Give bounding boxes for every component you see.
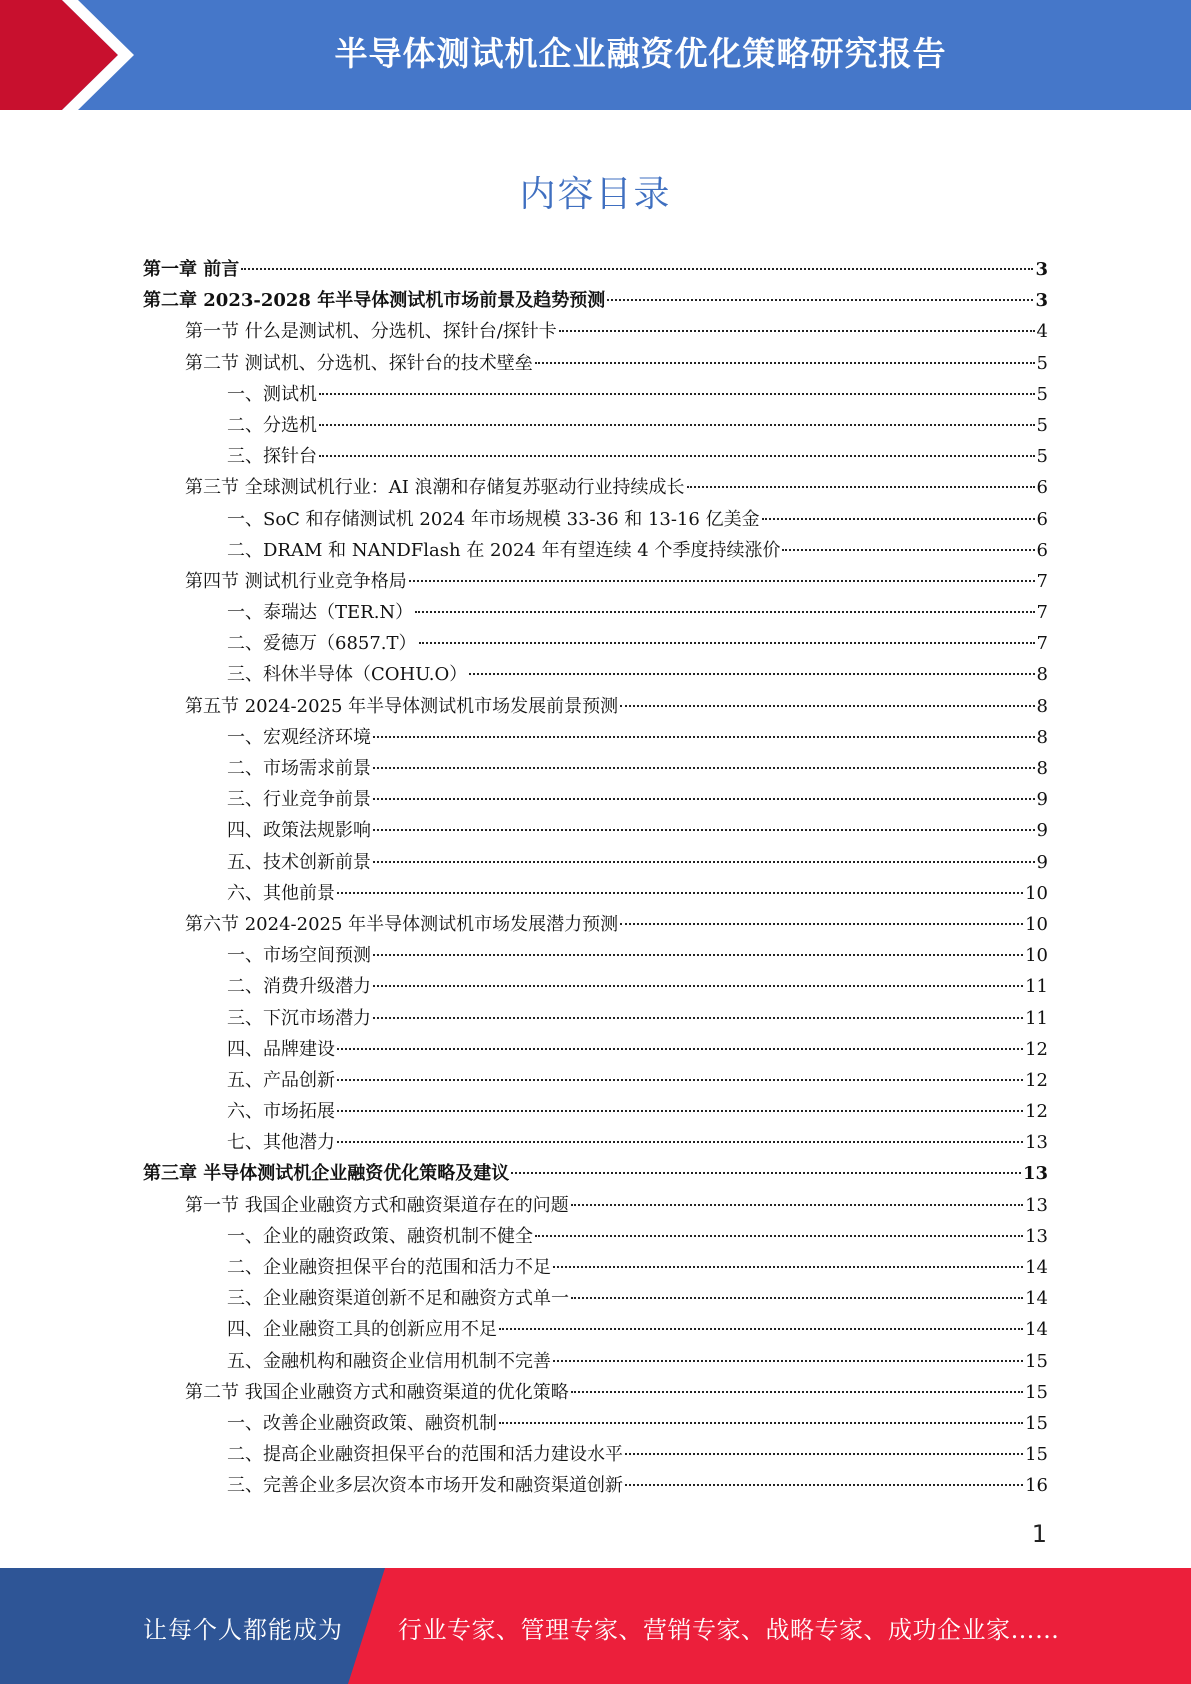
report-title: 半导体测试机企业融资优化策略研究报告 <box>334 34 947 73</box>
dot-leader <box>373 736 1035 738</box>
toc-entry[interactable] <box>143 1158 1048 1189</box>
toc-entry[interactable] <box>143 1034 1048 1065</box>
toc-entry-text: 一、改善企业融资政策、融资机制 <box>227 1412 497 1434</box>
toc-entry[interactable] <box>143 1003 1048 1034</box>
dot-leader <box>625 1453 1023 1455</box>
dot-leader <box>499 1422 1023 1424</box>
header-banner <box>0 0 1191 110</box>
dot-leader <box>373 985 1023 987</box>
toc-entry-text: 第一章 前言 <box>143 259 240 280</box>
toc-entry-page: 11 <box>1025 976 1048 998</box>
toc-entry-text: 第三节 全球测试机行业：AI 浪潮和存储复苏驱动行业持续成长 <box>185 477 685 499</box>
dot-leader <box>319 455 1035 457</box>
dot-leader <box>337 892 1023 894</box>
toc-entry-page: 15 <box>1025 1381 1048 1403</box>
toc-entry[interactable] <box>143 1470 1048 1501</box>
toc-entry-page: 13 <box>1025 1194 1048 1216</box>
toc-entry-page: 9 <box>1036 789 1048 811</box>
toc-entry[interactable] <box>143 784 1048 815</box>
toc-entry[interactable] <box>143 691 1048 722</box>
toc-entry[interactable] <box>143 504 1048 535</box>
toc-entry-page: 5 <box>1036 383 1048 405</box>
toc-entry-text: 二、DRAM 和 NANDFlash 在 2024 年有望连续 4 个季度持续涨价 <box>227 539 781 561</box>
toc-entry-page: 4 <box>1036 321 1048 343</box>
toc-entry[interactable] <box>143 254 1048 285</box>
toc-entry[interactable] <box>143 940 1048 971</box>
dot-leader <box>319 393 1035 395</box>
dot-leader <box>337 1048 1023 1050</box>
toc-entry-page: 5 <box>1036 414 1048 436</box>
toc-entry-page: 12 <box>1025 1101 1048 1123</box>
toc-entry[interactable] <box>143 285 1048 316</box>
toc-entry-page: 13 <box>1025 1225 1048 1247</box>
dot-leader <box>499 1328 1023 1330</box>
toc-entry-text: 第一节 我国企业融资方式和融资渠道存在的问题 <box>185 1194 569 1216</box>
table-of-contents <box>143 254 1048 1502</box>
dot-leader <box>607 299 1033 301</box>
toc-entry[interactable] <box>143 815 1048 846</box>
toc-heading: 内容目录 <box>519 174 672 215</box>
page-number: 1 <box>1031 1520 1047 1548</box>
toc-entry-text: 第四节 测试机行业竞争格局 <box>185 570 407 592</box>
toc-entry-page: 15 <box>1025 1444 1048 1466</box>
toc-entry-text: 五、产品创新 <box>227 1069 335 1091</box>
dot-leader <box>373 1017 1023 1019</box>
toc-entry-page: 6 <box>1036 477 1048 499</box>
toc-entry[interactable] <box>143 1190 1048 1221</box>
dot-leader <box>337 1141 1023 1143</box>
toc-entry-text: 三、下沉市场潜力 <box>227 1007 371 1029</box>
toc-entry-text: 七、其他潜力 <box>227 1132 335 1154</box>
toc-entry-text: 二、提高企业融资担保平台的范围和活力建设水平 <box>227 1444 623 1466</box>
dot-leader <box>571 1391 1023 1393</box>
toc-entry-page: 13 <box>1025 1132 1048 1154</box>
footer-slogan-left: 让每个人都能成为 <box>143 1616 343 1644</box>
toc-entry-text: 一、企业的融资政策、融资机制不健全 <box>227 1225 533 1247</box>
toc-entry-page: 7 <box>1036 602 1048 624</box>
dot-leader <box>559 330 1035 332</box>
toc-entry-page: 15 <box>1025 1412 1048 1434</box>
toc-entry-page: 10 <box>1025 882 1048 904</box>
toc-entry-page: 9 <box>1036 851 1048 873</box>
toc-entry-page: 7 <box>1036 570 1048 592</box>
dot-leader <box>373 829 1035 831</box>
toc-entry-text: 一、测试机 <box>227 383 317 405</box>
dot-leader <box>782 549 1034 551</box>
toc-entry-page: 15 <box>1025 1350 1048 1372</box>
toc-entry-page: 7 <box>1036 633 1048 655</box>
dot-leader <box>469 673 1034 675</box>
toc-entry-text: 一、泰瑞达（TER.N） <box>227 602 414 624</box>
toc-entry-text: 第二章 2023-2028 年半导体测试机市场前景及趋势预测 <box>143 290 606 312</box>
toc-entry[interactable] <box>143 659 1048 690</box>
toc-entry[interactable] <box>143 1314 1048 1345</box>
toc-entry[interactable] <box>143 566 1048 597</box>
toc-entry[interactable] <box>143 909 1048 940</box>
dot-leader <box>535 362 1035 364</box>
toc-entry-text: 五、金融机构和融资企业信用机制不完善 <box>227 1350 551 1372</box>
toc-entry-text: 三、行业竞争前景 <box>227 789 371 811</box>
toc-entry-text: 四、政策法规影响 <box>227 820 371 842</box>
toc-entry[interactable] <box>143 410 1048 441</box>
toc-entry-page: 14 <box>1025 1288 1048 1310</box>
toc-entry-page: 16 <box>1025 1475 1048 1497</box>
toc-entry[interactable] <box>143 1221 1048 1252</box>
toc-entry-page: 9 <box>1036 820 1048 842</box>
toc-entry-page: 10 <box>1025 945 1048 967</box>
toc-entry-text: 二、分选机 <box>227 414 317 436</box>
toc-entry-text: 第五节 2024-2025 年半导体测试机市场发展前景预测 <box>185 695 619 717</box>
toc-entry-page: 8 <box>1036 758 1048 779</box>
toc-entry-text: 一、SoC 和存储测试机 2024 年市场规模 33-36 和 13-16 亿美金 <box>227 508 760 530</box>
toc-entry[interactable] <box>143 1346 1048 1377</box>
toc-entry-page: 5 <box>1036 352 1048 374</box>
toc-entry-text: 二、企业融资担保平台的范围和活力不足 <box>227 1257 551 1278</box>
toc-entry-text: 五、技术创新前景 <box>227 851 371 873</box>
dot-leader <box>319 424 1035 426</box>
toc-entry[interactable] <box>143 1408 1048 1439</box>
dot-leader <box>553 1360 1023 1362</box>
toc-entry-page: 6 <box>1036 539 1048 561</box>
toc-entry-text: 一、市场空间预测 <box>227 945 371 967</box>
toc-entry-text: 第二节 测试机、分选机、探针台的技术壁垒 <box>185 352 533 374</box>
toc-entry[interactable] <box>143 472 1048 503</box>
dot-leader <box>419 642 1035 644</box>
dot-leader <box>687 486 1035 488</box>
footer-banner <box>0 1568 1191 1684</box>
toc-entry-page: 10 <box>1025 913 1048 935</box>
toc-entry[interactable] <box>143 971 1048 1002</box>
footer-slogan-right: 行业专家、管理专家、营销专家、战略专家、成功企业家…… <box>398 1616 1060 1644</box>
toc-entry-text: 三、科休半导体（COHU.O） <box>227 664 468 686</box>
dot-leader <box>620 923 1023 925</box>
toc-entry-text: 二、市场需求前景 <box>227 758 371 779</box>
toc-entry[interactable] <box>143 1283 1048 1314</box>
toc-entry-page: 8 <box>1036 726 1048 748</box>
toc-entry[interactable] <box>143 441 1048 472</box>
chevron-logo-icon <box>0 0 160 110</box>
dot-leader <box>337 1079 1023 1081</box>
dot-leader <box>511 1172 1021 1174</box>
toc-entry-page: 12 <box>1025 1038 1048 1060</box>
toc-entry-page: 8 <box>1036 664 1048 686</box>
toc-entry-text: 第三章 半导体测试机企业融资优化策略及建议 <box>143 1163 510 1185</box>
toc-entry[interactable] <box>143 1065 1048 1096</box>
dot-leader <box>535 1235 1023 1237</box>
toc-entry-text: 三、探针台 <box>227 446 317 468</box>
dot-leader <box>373 954 1023 956</box>
toc-entry[interactable] <box>143 1252 1048 1283</box>
toc-entry-text: 三、完善企业多层次资本市场开发和融资渠道创新 <box>227 1475 623 1497</box>
dot-leader <box>625 1484 1023 1486</box>
toc-entry-text: 第六节 2024-2025 年半导体测试机市场发展潜力预测 <box>185 913 619 935</box>
dot-leader <box>373 861 1035 863</box>
toc-entry[interactable] <box>143 535 1048 566</box>
toc-entry[interactable] <box>143 847 1048 878</box>
dot-leader <box>571 1204 1023 1206</box>
toc-entry-text: 六、市场拓展 <box>227 1101 335 1123</box>
toc-entry-page: 3 <box>1035 290 1048 312</box>
toc-entry-page: 3 <box>1035 259 1048 280</box>
toc-entry-page: 14 <box>1025 1319 1048 1341</box>
toc-entry-page: 14 <box>1025 1257 1048 1278</box>
dot-leader <box>241 268 1033 270</box>
toc-entry-text: 第一节 什么是测试机、分选机、探针台/探针卡 <box>185 321 557 343</box>
dot-leader <box>373 767 1035 769</box>
dot-leader <box>373 798 1035 800</box>
dot-leader <box>415 611 1034 613</box>
toc-entry-text: 四、品牌建设 <box>227 1038 335 1060</box>
toc-entry-text: 一、宏观经济环境 <box>227 726 371 748</box>
toc-entry-page: 11 <box>1025 1007 1048 1029</box>
toc-entry-text: 六、其他前景 <box>227 882 335 904</box>
dot-leader <box>620 705 1034 707</box>
toc-entry-page: 8 <box>1036 695 1048 717</box>
toc-entry-page: 13 <box>1022 1163 1048 1185</box>
toc-entry-text: 第二节 我国企业融资方式和融资渠道的优化策略 <box>185 1381 569 1403</box>
toc-entry-text: 二、爱德万（6857.T） <box>227 633 417 655</box>
toc-entry-text: 三、企业融资渠道创新不足和融资方式单一 <box>227 1288 569 1310</box>
toc-entry[interactable] <box>143 878 1048 909</box>
dot-leader <box>553 1266 1023 1268</box>
toc-entry[interactable] <box>143 316 1048 347</box>
toc-entry[interactable] <box>143 1096 1048 1127</box>
toc-entry-page: 5 <box>1036 446 1048 468</box>
toc-entry[interactable] <box>143 348 1048 379</box>
toc-entry[interactable] <box>143 628 1048 659</box>
toc-entry[interactable] <box>143 1127 1048 1158</box>
dot-leader <box>409 580 1035 582</box>
toc-entry[interactable] <box>143 1377 1048 1408</box>
toc-entry-page: 6 <box>1036 508 1048 530</box>
dot-leader <box>762 518 1035 520</box>
toc-entry[interactable] <box>143 379 1048 410</box>
dot-leader <box>337 1110 1023 1112</box>
toc-entry-text: 四、企业融资工具的创新应用不足 <box>227 1319 497 1341</box>
toc-entry-text: 二、消费升级潜力 <box>227 976 371 998</box>
toc-entry[interactable] <box>143 597 1048 628</box>
toc-entry[interactable] <box>143 1439 1048 1470</box>
toc-entry[interactable] <box>143 722 1048 753</box>
toc-entry[interactable] <box>143 753 1048 784</box>
toc-entry-page: 12 <box>1025 1069 1048 1091</box>
dot-leader <box>571 1297 1023 1299</box>
